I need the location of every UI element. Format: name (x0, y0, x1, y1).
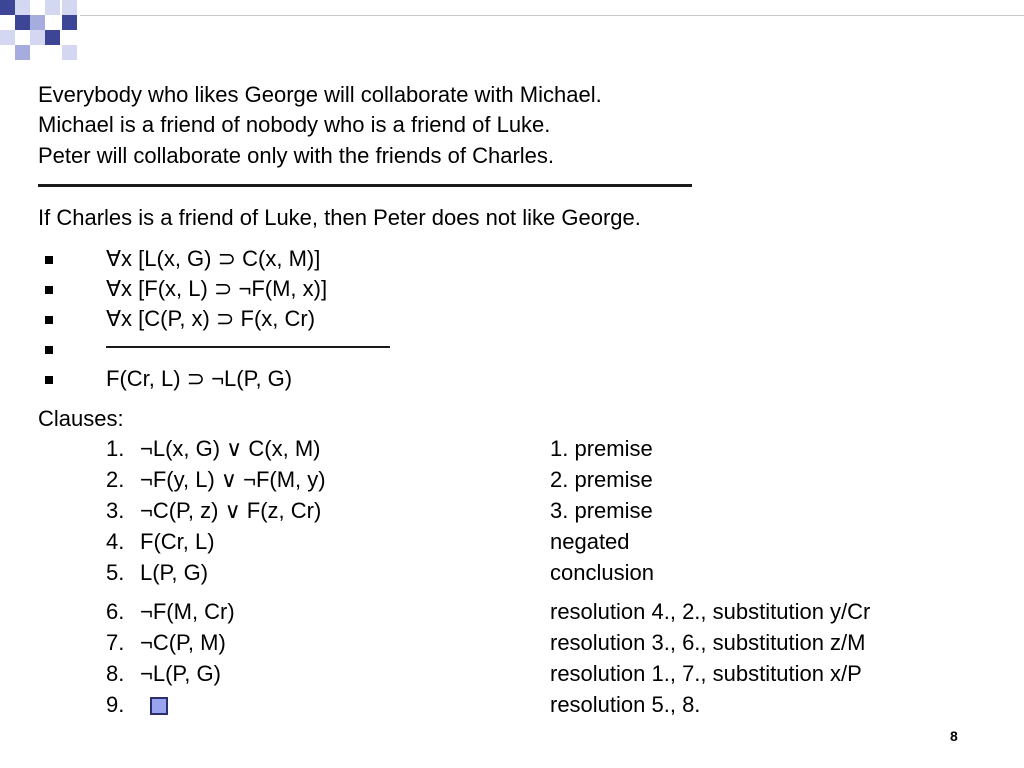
clause-formula: ¬F(M, Cr) (140, 599, 235, 624)
formula-premise: ∀x [L(x, G) ⊃ C(x, M)] (106, 246, 321, 271)
deco-square (15, 45, 30, 60)
premise-text: Peter will collaborate only with the friends of Charles. (38, 143, 555, 168)
bullet-marker (45, 256, 53, 264)
clause-note: resolution 4., 2., substitution y/Cr (550, 599, 871, 624)
deco-square (45, 0, 60, 15)
clause-formula: ¬C(P, z) ∨ F(z, Cr) (140, 498, 322, 523)
deco-square (62, 45, 77, 60)
clause-formula: ¬L(P, G) (140, 661, 221, 686)
formula-conclusion: F(Cr, L) ⊃ ¬L(P, G) (106, 366, 293, 391)
clause-formula: F(Cr, L) (140, 529, 215, 554)
deco-square (0, 0, 15, 15)
deco-square (62, 15, 77, 30)
clause-number: 6. (106, 599, 125, 624)
bullet-marker (45, 346, 53, 354)
clause-note: resolution 5., 8. (550, 692, 701, 717)
deco-square (15, 0, 30, 15)
empty-clause (150, 692, 168, 718)
formula-premise: ∀x [C(P, x) ⊃ F(x, Cr) (106, 306, 316, 331)
deco-square (30, 30, 45, 45)
clause-number: 4. (106, 529, 125, 554)
conclusion-text: If Charles is a friend of Luke, then Peter does not like George. (38, 205, 641, 230)
formula-inference-line (106, 346, 390, 348)
inference-line (38, 184, 692, 187)
clause-note: 1. premise (550, 436, 653, 461)
clause-note: resolution 3., 6., substitution z/M (550, 630, 866, 655)
clause-note: 2. premise (550, 467, 653, 492)
clause-formula: L(P, G) (140, 560, 209, 585)
premise-text: Everybody who likes George will collaborate with Michael. (38, 82, 602, 107)
deco-square (15, 15, 30, 30)
clause-number: 1. (106, 436, 125, 461)
clause-note: conclusion (550, 560, 654, 585)
clause-number: 8. (106, 661, 125, 686)
deco-square (0, 30, 15, 45)
clause-formula: ¬C(P, M) (140, 630, 226, 655)
bullet-marker (45, 316, 53, 324)
clause-number: 7. (106, 630, 125, 655)
clause-number: 5. (106, 560, 125, 585)
clause-note: 3. premise (550, 498, 653, 523)
formula-premise: ∀x [F(x, L) ⊃ ¬F(M, x)] (106, 276, 328, 301)
clause-number: 2. (106, 467, 125, 492)
clause-note: resolution 1., 7., substitution x/P (550, 661, 862, 686)
page-number: 8 (950, 728, 958, 744)
clause-formula: ¬F(y, L) ∨ ¬F(M, y) (140, 467, 326, 492)
premise-text: Michael is a friend of nobody who is a friend of Luke. (38, 112, 551, 137)
bullet-marker (45, 286, 53, 294)
clause-number: 3. (106, 498, 125, 523)
deco-square (45, 30, 60, 45)
deco-square (30, 15, 45, 30)
deco-square (62, 0, 77, 15)
bullet-marker (45, 376, 53, 384)
clause-formula: ¬L(x, G) ∨ C(x, M) (140, 436, 321, 461)
clause-number: 9. (106, 692, 125, 717)
header-bar (80, 15, 1024, 16)
empty-clause-box-icon (150, 697, 168, 715)
clauses-heading: Clauses: (38, 406, 124, 431)
clause-note: negated (550, 529, 630, 554)
